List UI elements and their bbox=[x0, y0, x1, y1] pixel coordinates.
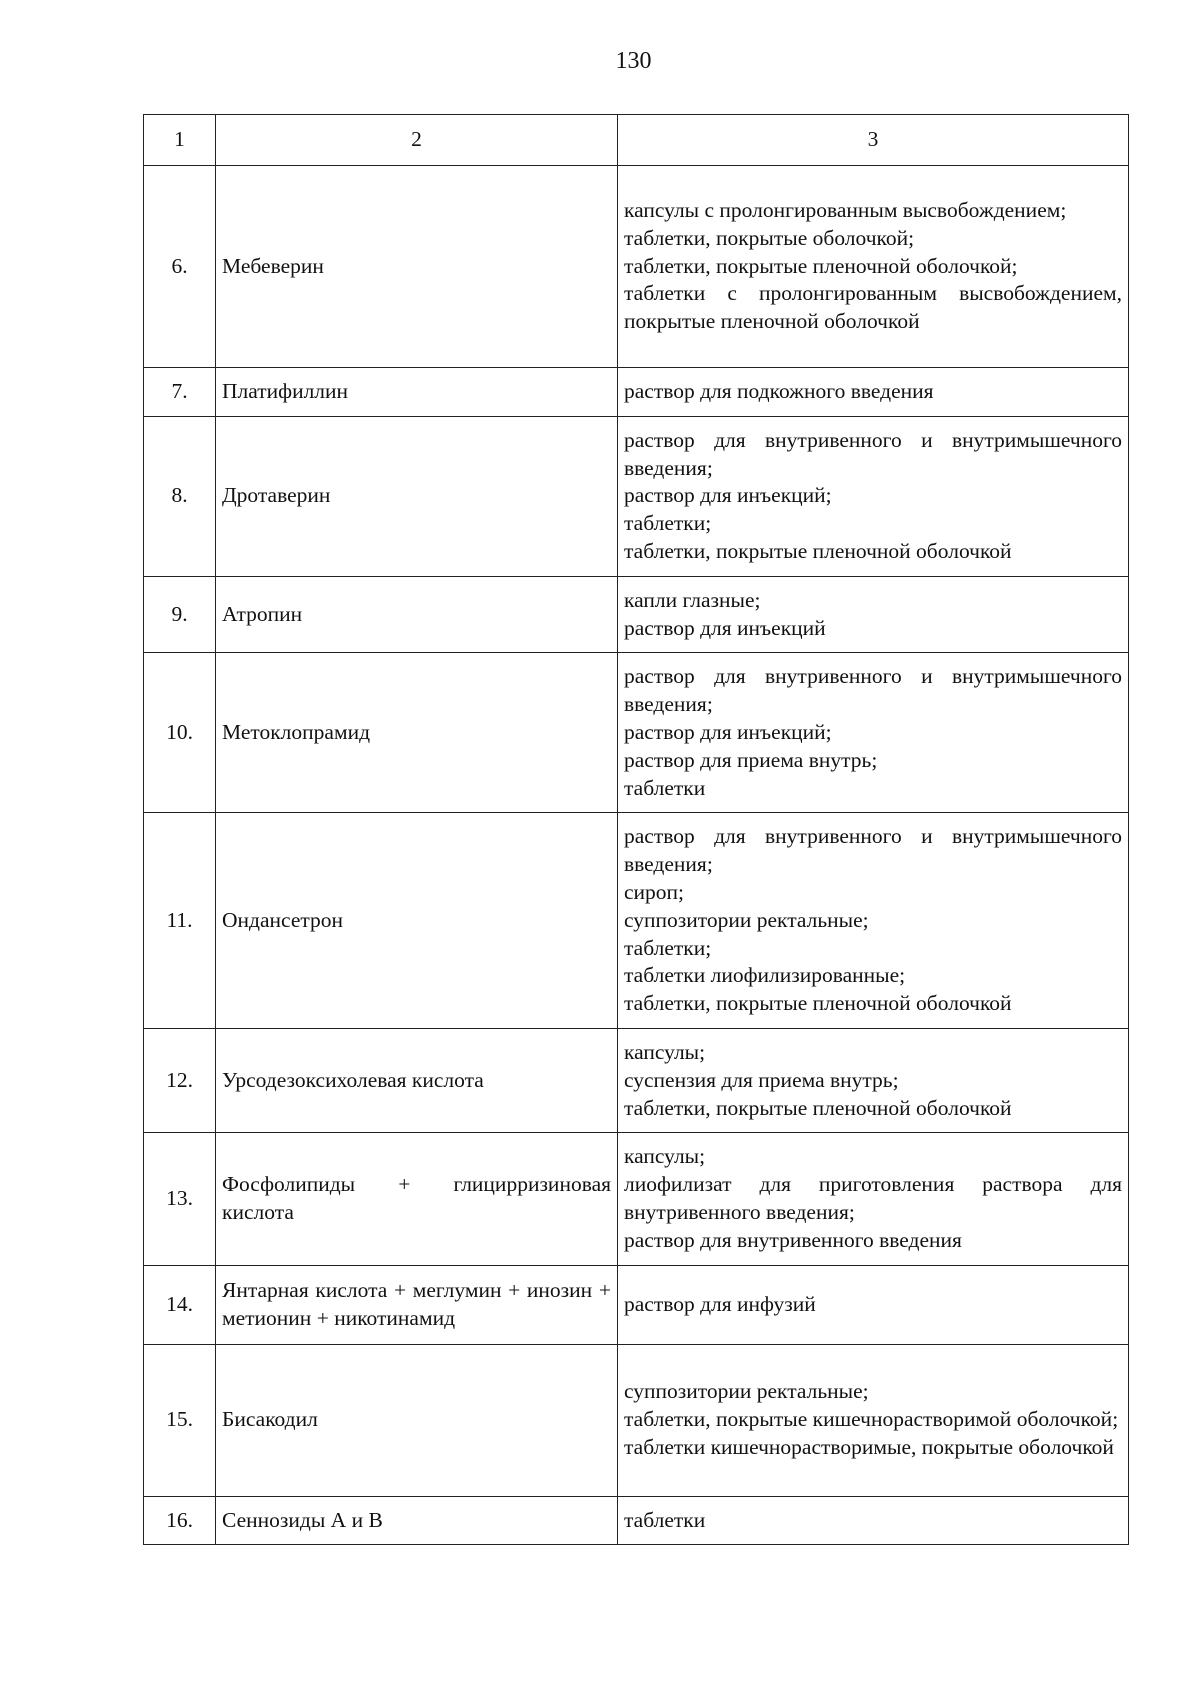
table-row bbox=[144, 653, 1129, 813]
drug-name-cell: Мебеверин bbox=[216, 166, 618, 368]
table-row bbox=[144, 576, 1129, 653]
dosage-form-item: капсулы; bbox=[624, 1144, 706, 1169]
dosage-form-item: таблетки кишечнорастворимые, покрытые оболочкой bbox=[624, 1434, 1114, 1459]
row-number-cell: 13. bbox=[144, 1133, 216, 1265]
header-cell-forms: 3 bbox=[618, 115, 1129, 166]
table-row bbox=[144, 1028, 1129, 1132]
dosage-form-item: раствор для инъекций bbox=[624, 615, 826, 640]
dosage-form-item: суспензия для приема внутрь; bbox=[624, 1067, 899, 1092]
table-row bbox=[144, 1344, 1129, 1496]
dosage-form-item: таблетки лиофилизированные; bbox=[624, 963, 906, 988]
dosage-form-item: таблетки, покрытые кишечнорастворимой оболочкой; bbox=[624, 1407, 1119, 1432]
header-cell-number: 1 bbox=[144, 115, 216, 166]
dosage-forms-cell bbox=[618, 166, 1129, 368]
drug-name-cell: Фосфолипиды + глицирризиновая кислота bbox=[216, 1133, 618, 1265]
dosage-form-item: раствор для внутривенного и внутримышечного введения; bbox=[624, 664, 1122, 717]
dosage-forms-cell bbox=[618, 416, 1129, 576]
header-cell-name: 2 bbox=[216, 115, 618, 166]
dosage-form-item: раствор для внутривенного и внутримышечного введения; bbox=[624, 427, 1122, 480]
dosage-form-item: раствор для инфузий bbox=[624, 1291, 816, 1316]
dosage-form-item: суппозитории ректальные; bbox=[624, 1379, 869, 1404]
dosage-form-item: капли глазные; bbox=[624, 587, 761, 612]
table-row bbox=[144, 1133, 1129, 1265]
row-number-cell: 16. bbox=[144, 1496, 216, 1545]
dosage-form-item: таблетки bbox=[624, 775, 706, 800]
table-header-row bbox=[144, 115, 1129, 166]
dosage-form-item: суппозитории ректальные; bbox=[624, 907, 869, 932]
drug-name-cell: Янтарная кислота + меглумин + инозин + метионин + никотинамид bbox=[216, 1265, 618, 1344]
page-number: 130 bbox=[615, 48, 652, 74]
drug-name-cell: Бисакодил bbox=[216, 1344, 618, 1496]
dosage-form-item: раствор для внутривенного и внутримышечного введения; bbox=[624, 824, 1122, 877]
row-number-cell: 7. bbox=[144, 368, 216, 417]
table-row bbox=[144, 1265, 1129, 1344]
dosage-form-item: таблетки, покрытые пленочной оболочкой bbox=[624, 1095, 1012, 1120]
dosage-form-item: таблетки с пролонгированным высвобождением, покрытые пленочной оболочкой bbox=[624, 281, 1122, 334]
dosage-form-item: таблетки, покрытые пленочной оболочкой bbox=[624, 991, 1012, 1016]
dosage-form-item: таблетки; bbox=[624, 511, 712, 536]
table-row bbox=[144, 368, 1129, 417]
dosage-form-item: раствор для подкожного введения bbox=[624, 379, 934, 403]
drug-name-cell: Сеннозиды А и В bbox=[216, 1496, 618, 1545]
dosage-form-item: таблетки, покрытые оболочкой; bbox=[624, 225, 915, 250]
drug-name-cell: Урсодезоксихолевая кислота bbox=[216, 1028, 618, 1132]
row-number-cell: 8. bbox=[144, 416, 216, 576]
dosage-form-item: раствор для приема внутрь; bbox=[624, 747, 878, 772]
drug-name-cell: Платифиллин bbox=[216, 368, 618, 417]
dosage-form-item: таблетки, покрытые пленочной оболочкой bbox=[624, 538, 1012, 563]
dosage-form-item: сироп; bbox=[624, 879, 685, 904]
table-row bbox=[144, 166, 1129, 368]
drug-table bbox=[143, 114, 1129, 1545]
dosage-form-item: таблетки bbox=[624, 1507, 706, 1532]
row-number-cell: 9. bbox=[144, 576, 216, 653]
drug-name-cell: Атропин bbox=[216, 576, 618, 653]
row-number-cell: 10. bbox=[144, 653, 216, 813]
dosage-form-item: капсулы; bbox=[624, 1039, 706, 1064]
row-number-cell: 6. bbox=[144, 166, 216, 368]
row-number-cell: 12. bbox=[144, 1028, 216, 1132]
dosage-forms-cell bbox=[618, 813, 1129, 1029]
dosage-forms-cell bbox=[618, 1344, 1129, 1496]
dosage-forms-cell bbox=[618, 1496, 1129, 1545]
drug-name-cell: Ондансетрон bbox=[216, 813, 618, 1029]
dosage-forms-cell bbox=[618, 1265, 1129, 1344]
dosage-form-item: лиофилизат для приготовления раствора для внутривенного введения; bbox=[624, 1172, 1122, 1224]
dosage-forms-cell bbox=[618, 1133, 1129, 1265]
dosage-forms-cell bbox=[618, 576, 1129, 653]
dosage-form-item: капсулы с пролонгированным высвобождением; bbox=[624, 198, 1067, 222]
dosage-form-item: раствор для внутривенного введения bbox=[624, 1227, 962, 1252]
drug-name-cell: Дротаверин bbox=[216, 416, 618, 576]
drug-name-cell: Метоклопрамид bbox=[216, 653, 618, 813]
row-number-cell: 14. bbox=[144, 1265, 216, 1344]
row-number-cell: 11. bbox=[144, 813, 216, 1029]
table-row bbox=[144, 813, 1129, 1029]
table-row bbox=[144, 1496, 1129, 1545]
dosage-form-item: таблетки, покрытые пленочной оболочкой; bbox=[624, 253, 1018, 278]
dosage-forms-cell bbox=[618, 1028, 1129, 1132]
dosage-forms-cell bbox=[618, 653, 1129, 813]
dosage-form-item: таблетки; bbox=[624, 935, 712, 960]
row-number-cell: 15. bbox=[144, 1344, 216, 1496]
dosage-forms-cell bbox=[618, 368, 1129, 417]
dosage-form-item: раствор для инъекций; bbox=[624, 483, 832, 508]
table-row bbox=[144, 416, 1129, 576]
dosage-form-item: раствор для инъекций; bbox=[624, 719, 832, 744]
